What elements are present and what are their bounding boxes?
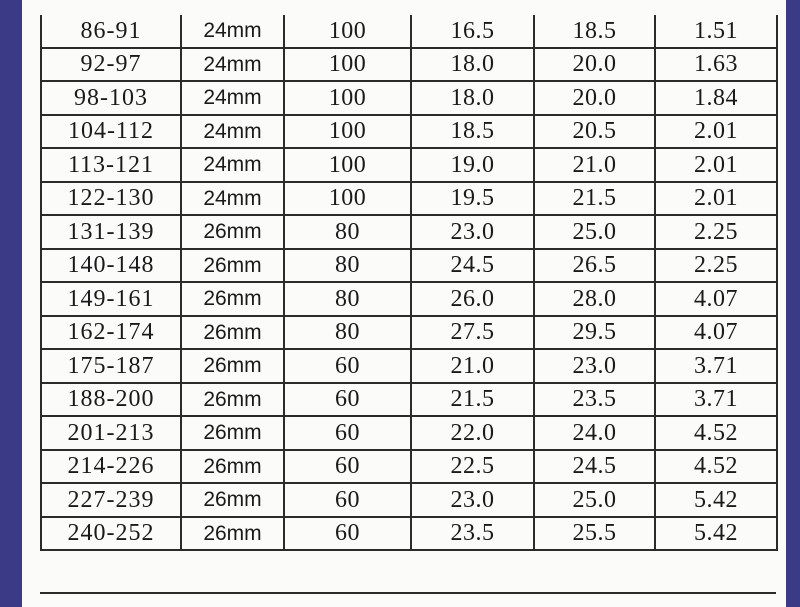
width-cell: 24mm xyxy=(181,182,284,216)
table-row xyxy=(41,316,777,350)
table-row xyxy=(41,349,777,383)
value-cell: 5.42 xyxy=(655,517,777,551)
range-cell: 227-239 xyxy=(41,483,181,517)
quantity-cell: 60 xyxy=(284,483,411,517)
value-cell: 25.0 xyxy=(534,215,655,249)
value-cell: 2.01 xyxy=(655,115,777,149)
value-cell: 28.0 xyxy=(534,282,655,316)
table-row xyxy=(41,450,777,484)
value-cell: 24.5 xyxy=(411,249,534,283)
quantity-cell: 100 xyxy=(284,115,411,149)
quantity-cell: 100 xyxy=(284,48,411,82)
value-cell: 25.0 xyxy=(534,483,655,517)
value-cell: 1.51 xyxy=(655,15,777,48)
value-cell: 22.5 xyxy=(411,450,534,484)
value-cell: 25.5 xyxy=(534,517,655,551)
quantity-cell: 60 xyxy=(284,349,411,383)
value-cell: 3.71 xyxy=(655,383,777,417)
range-cell: 92-97 xyxy=(41,48,181,82)
value-cell: 22.0 xyxy=(411,416,534,450)
table-row xyxy=(41,48,777,82)
width-cell: 26mm xyxy=(181,215,284,249)
table-row xyxy=(41,81,777,115)
range-cell: 188-200 xyxy=(41,383,181,417)
table-row xyxy=(41,282,777,316)
quantity-cell: 80 xyxy=(284,249,411,283)
value-cell: 29.5 xyxy=(534,316,655,350)
value-cell: 21.5 xyxy=(411,383,534,417)
value-cell: 23.5 xyxy=(534,383,655,417)
table-row xyxy=(41,483,777,517)
value-cell: 21.0 xyxy=(411,349,534,383)
value-cell: 3.71 xyxy=(655,349,777,383)
size-table xyxy=(40,15,778,551)
table-row xyxy=(41,383,777,417)
bottom-rule xyxy=(40,592,776,594)
width-cell: 26mm xyxy=(181,316,284,350)
range-cell: 240-252 xyxy=(41,517,181,551)
value-cell: 19.0 xyxy=(411,148,534,182)
width-cell: 26mm xyxy=(181,383,284,417)
width-cell: 24mm xyxy=(181,148,284,182)
quantity-cell: 60 xyxy=(284,450,411,484)
value-cell: 1.84 xyxy=(655,81,777,115)
value-cell: 23.5 xyxy=(411,517,534,551)
value-cell: 16.5 xyxy=(411,15,534,48)
width-cell: 26mm xyxy=(181,450,284,484)
table-row xyxy=(41,148,777,182)
range-cell: 140-148 xyxy=(41,249,181,283)
table-row xyxy=(41,115,777,149)
value-cell: 23.0 xyxy=(411,215,534,249)
value-cell: 4.07 xyxy=(655,282,777,316)
value-cell: 18.5 xyxy=(534,15,655,48)
table-row xyxy=(41,517,777,551)
value-cell: 26.5 xyxy=(534,249,655,283)
value-cell: 18.0 xyxy=(411,48,534,82)
value-cell: 23.0 xyxy=(534,349,655,383)
range-cell: 175-187 xyxy=(41,349,181,383)
range-cell: 98-103 xyxy=(41,81,181,115)
table-row xyxy=(41,215,777,249)
range-cell: 113-121 xyxy=(41,148,181,182)
value-cell: 4.52 xyxy=(655,416,777,450)
table-row xyxy=(41,15,777,48)
value-cell: 5.42 xyxy=(655,483,777,517)
value-cell: 18.5 xyxy=(411,115,534,149)
value-cell: 24.0 xyxy=(534,416,655,450)
quantity-cell: 100 xyxy=(284,15,411,48)
value-cell: 27.5 xyxy=(411,316,534,350)
quantity-cell: 100 xyxy=(284,81,411,115)
value-cell: 2.01 xyxy=(655,182,777,216)
width-cell: 24mm xyxy=(181,115,284,149)
width-cell: 24mm xyxy=(181,48,284,82)
table-row xyxy=(41,249,777,283)
value-cell: 2.25 xyxy=(655,215,777,249)
value-cell: 2.01 xyxy=(655,148,777,182)
range-cell: 104-112 xyxy=(41,115,181,149)
value-cell: 23.0 xyxy=(411,483,534,517)
width-cell: 26mm xyxy=(181,349,284,383)
quantity-cell: 60 xyxy=(284,517,411,551)
value-cell: 20.5 xyxy=(534,115,655,149)
value-cell: 2.25 xyxy=(655,249,777,283)
value-cell: 21.0 xyxy=(534,148,655,182)
value-cell: 26.0 xyxy=(411,282,534,316)
quantity-cell: 100 xyxy=(284,182,411,216)
width-cell: 26mm xyxy=(181,282,284,316)
quantity-cell: 80 xyxy=(284,215,411,249)
width-cell: 26mm xyxy=(181,249,284,283)
quantity-cell: 80 xyxy=(284,316,411,350)
width-cell: 24mm xyxy=(181,81,284,115)
value-cell: 19.5 xyxy=(411,182,534,216)
range-cell: 149-161 xyxy=(41,282,181,316)
range-cell: 201-213 xyxy=(41,416,181,450)
value-cell: 20.0 xyxy=(534,81,655,115)
quantity-cell: 60 xyxy=(284,383,411,417)
value-cell: 18.0 xyxy=(411,81,534,115)
quantity-cell: 60 xyxy=(284,416,411,450)
value-cell: 4.52 xyxy=(655,450,777,484)
range-cell: 122-130 xyxy=(41,182,181,216)
quantity-cell: 80 xyxy=(284,282,411,316)
value-cell: 20.0 xyxy=(534,48,655,82)
value-cell: 24.5 xyxy=(534,450,655,484)
table-row xyxy=(41,416,777,450)
table-row xyxy=(41,182,777,216)
width-cell: 26mm xyxy=(181,483,284,517)
quantity-cell: 100 xyxy=(284,148,411,182)
range-cell: 131-139 xyxy=(41,215,181,249)
width-cell: 26mm xyxy=(181,517,284,551)
value-cell: 4.07 xyxy=(655,316,777,350)
range-cell: 214-226 xyxy=(41,450,181,484)
range-cell: 162-174 xyxy=(41,316,181,350)
range-cell: 86-91 xyxy=(41,15,181,48)
width-cell: 26mm xyxy=(181,416,284,450)
value-cell: 21.5 xyxy=(534,182,655,216)
value-cell: 1.63 xyxy=(655,48,777,82)
width-cell: 24mm xyxy=(181,15,284,48)
